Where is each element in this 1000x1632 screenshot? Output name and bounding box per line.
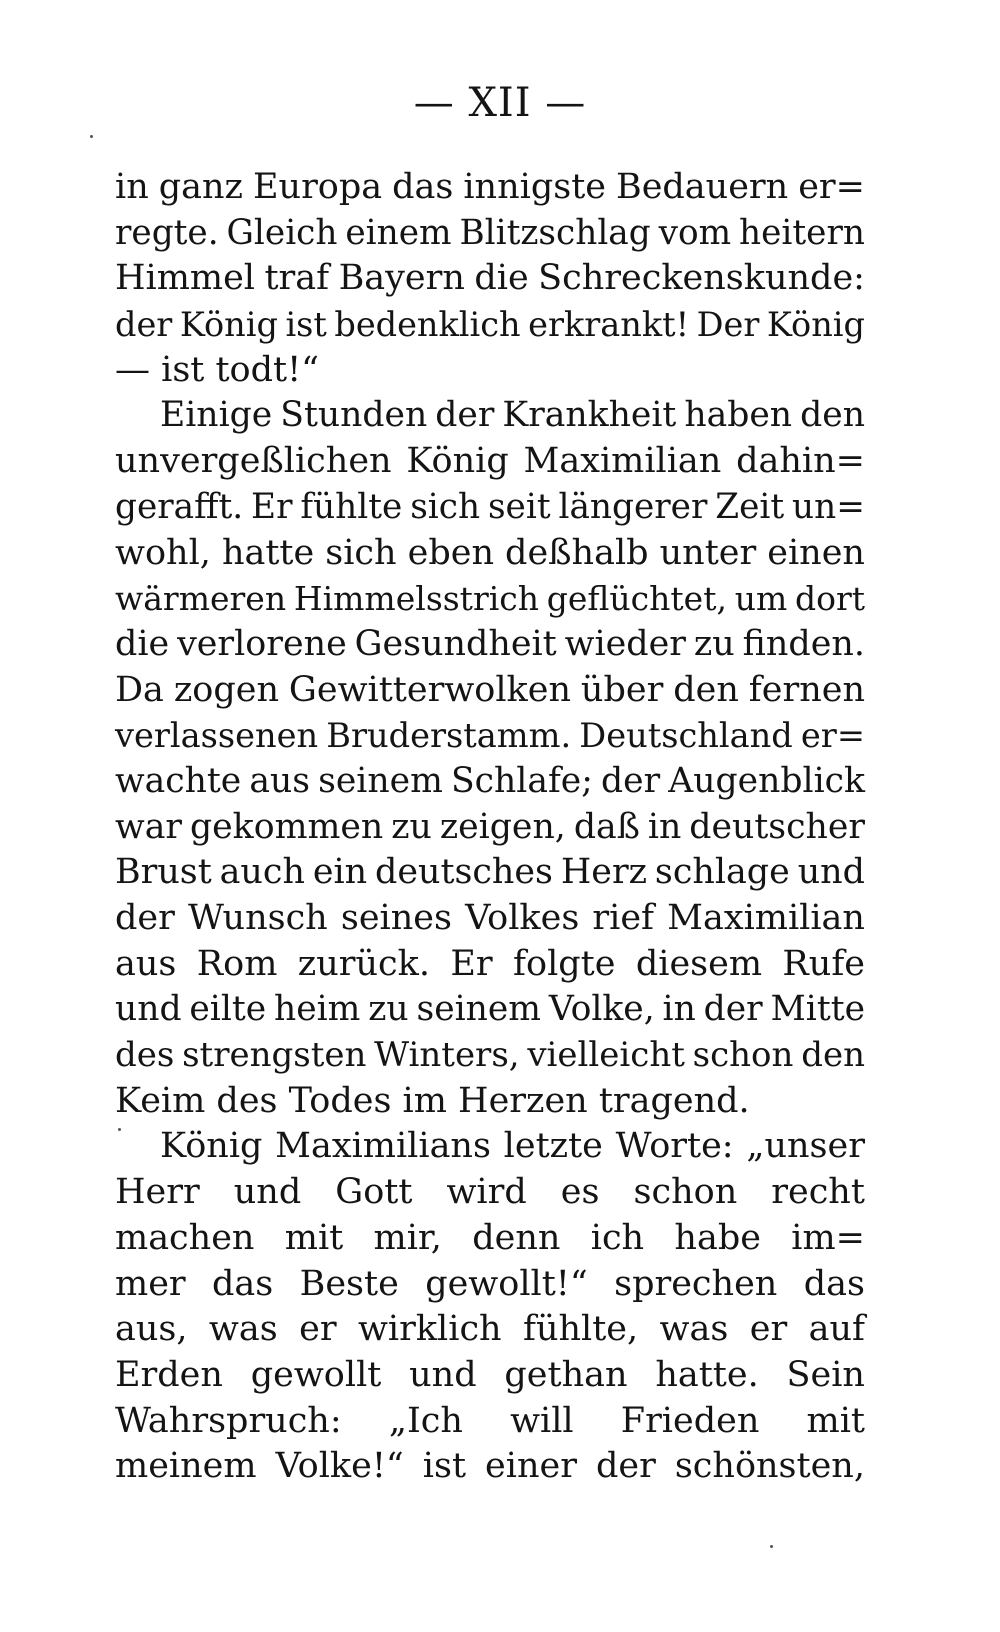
word: denn [472,1217,561,1258]
word: Himmel [115,258,255,299]
word: haben [684,395,793,436]
word: Brust [115,852,212,893]
word: recht [771,1172,865,1213]
word: schönsten, [674,1446,865,1487]
word: Gleich [226,212,338,253]
word: hatte. [655,1354,759,1395]
word: Schreckenskunde: [538,258,865,299]
word: König [179,305,278,345]
word: Herr [115,1172,200,1213]
text-line [115,850,865,896]
word: auch [219,852,305,893]
word: der [115,898,175,938]
word: unter [659,532,757,573]
word: König [160,1126,263,1167]
word: was [659,1309,729,1350]
word: sich [325,532,397,573]
word: aus [115,943,177,984]
word: einem [345,212,452,253]
word: deutsches [375,852,553,893]
word: die [474,258,529,299]
word: zu [693,623,735,664]
word: sprechen [614,1263,778,1304]
word: König [766,305,865,345]
word: er= [800,716,865,756]
word: wohl, [115,532,211,573]
word: Beste [299,1263,399,1304]
word: wachte [115,760,242,801]
word: er= [798,167,865,207]
word: Himmelsstrich [293,579,540,619]
word: letzte [503,1126,603,1167]
word: fühlte, [523,1309,639,1350]
text-line-content: — ist todt!“ [115,349,320,390]
text-line [115,805,865,851]
word: gewollt [250,1354,382,1395]
word: Volke!“ [275,1446,404,1487]
word: Deutschland [579,716,793,756]
word: den [801,1035,865,1076]
text-line [115,1124,865,1170]
word: erkrankt! [528,305,690,345]
word: geflüchtet, [546,579,727,619]
text-line [115,211,865,257]
word: Europa [252,167,383,207]
word: über [580,669,664,710]
word: Bayern [338,258,465,299]
word: dort [794,579,865,619]
word: das [392,167,454,207]
word: Stunden [280,395,428,436]
word: den [673,669,739,710]
word: dahin= [736,441,865,482]
text-line [115,896,865,942]
word: längerer [558,486,708,527]
word: daß [573,806,640,847]
word: einen [767,532,865,573]
word: gerafft. [115,486,244,527]
word: König [406,441,509,482]
word: wärmeren [115,579,287,619]
word: bedenklich [334,305,521,345]
word: machen [115,1217,255,1258]
word: will [510,1400,574,1441]
word: innigste [463,167,606,207]
word: um [734,579,788,619]
word: unvergeßlichen [115,441,392,482]
word: Blitzschlag [459,212,651,253]
word: schon [633,1172,738,1213]
text-line [115,1444,865,1490]
word: gethan [504,1354,628,1395]
word: habe [674,1217,761,1258]
text-line [115,987,865,1033]
text-line [115,576,865,622]
word: und [233,1172,302,1213]
word: „unser [746,1126,865,1167]
word: seines [340,898,452,938]
word: ist [422,1446,467,1487]
word: gewollt!“ [425,1263,588,1304]
word: einer [485,1446,577,1487]
word: ein [312,852,368,893]
word: Bedauern [615,167,789,207]
word: wirklich [357,1309,502,1350]
word: Er [450,943,493,984]
word: der [703,989,763,1030]
word: vom [658,212,732,253]
word: wieder [564,623,686,664]
word: Da [115,669,164,710]
text-line [115,165,865,211]
word: fernen [748,669,865,710]
word: das [803,1263,865,1304]
word: und [797,852,865,893]
word: Rom [196,943,278,984]
text-line [115,1399,865,1445]
word: Volke, [548,989,655,1030]
word: seinem [318,760,443,801]
word: mir, [373,1217,442,1258]
word: heim [274,989,361,1030]
word: das [212,1263,274,1304]
text-line [115,393,865,439]
word: die [115,623,170,664]
word: Krankheit [502,395,677,436]
word: aus [249,760,310,801]
word: Schlafe; [450,760,593,801]
word: mit [806,1400,865,1441]
word: finden. [742,623,865,664]
word: im= [791,1217,865,1258]
word: der [595,1446,656,1487]
word: mit [284,1217,344,1258]
word: zurück. [297,943,430,984]
word: ich [590,1217,645,1258]
word: strengsten [182,1035,367,1076]
word: es [560,1172,600,1213]
word: zeigen, [439,806,566,847]
text-line [115,622,865,668]
word: seit [487,486,551,527]
text-line [115,942,865,988]
paper-speck [118,1128,121,1131]
word: Winters, [374,1035,520,1076]
text-line [115,759,865,805]
word: und [409,1354,477,1395]
word: Maximilians [275,1126,491,1167]
word: eilte [189,989,267,1030]
word: gekommen [189,806,384,847]
word: in [115,167,149,207]
word: und [115,989,182,1030]
word: er [299,1309,337,1350]
paper-speck [90,135,93,138]
word: aus, [115,1309,188,1350]
word: Gesundheit [354,623,557,664]
word: Volkes [465,898,580,938]
word: des [115,1035,175,1076]
text-line [115,531,865,577]
word: fühlte [300,486,403,527]
text-line [115,668,865,714]
word: war [115,806,182,847]
word: mer [115,1263,186,1304]
word: er [749,1309,788,1350]
word: diesem [635,943,763,984]
word: schlage [654,852,790,893]
word: auf [808,1309,865,1350]
word: Er [251,486,293,527]
word: seinem [416,989,541,1030]
word: Rufe [782,943,865,984]
word: ist [285,305,327,345]
text-line [115,1033,865,1079]
word: Herz [560,852,648,893]
word: den [800,395,865,436]
word: ganz [158,167,243,207]
text-line [115,1307,865,1353]
word: zogen [173,669,280,710]
word: Maximilian [667,898,865,938]
text-line [115,485,865,531]
word: vielleicht [527,1035,685,1076]
text-line [115,1170,865,1216]
word: wird [446,1172,527,1213]
word: Gewitterwolken [288,669,572,710]
word: folgte [513,943,616,984]
word: zu [391,806,432,847]
word: Worte: [615,1126,734,1167]
word: verlassenen [115,716,319,756]
word: Bruderstamm. [326,716,572,756]
word: Wunsch [187,898,328,938]
word: deutscher [689,806,865,847]
paper-speck [770,1545,773,1548]
text-line [115,1079,865,1125]
word: Maximilian [523,441,722,482]
word: der [435,395,495,436]
page-number: — XII — [413,80,587,126]
word: Einige [160,395,273,436]
word: eben [407,532,494,573]
text-line [115,439,865,485]
word: Zeit [715,486,785,527]
word: Sein [786,1354,865,1395]
word: Wahrspruch: [115,1400,342,1441]
word: in [662,989,696,1030]
text-line [115,1216,865,1262]
word: regte. [115,212,219,253]
word: Erden [115,1354,223,1395]
word: „Ich [388,1400,463,1441]
word: deßhalb [505,532,649,573]
word: Der [696,305,760,345]
word: Mitte [770,989,865,1030]
word: Gott [335,1172,413,1213]
word: in [647,806,682,847]
text-line [115,256,865,302]
word: der [115,305,173,345]
text-line [115,302,865,348]
word: der [601,760,661,801]
word: rief [592,898,655,938]
text-line-content: Keim des Todes im Herzen tragend. [115,1080,750,1121]
word: Frieden [620,1400,760,1441]
word: heitern [739,212,865,253]
word: un= [792,486,865,527]
word: zu [368,989,409,1030]
word: meinem [115,1446,257,1487]
word: Augenblick [668,760,865,801]
word: schon [692,1035,794,1076]
text-line [115,713,865,759]
word: was [208,1309,278,1350]
word: verlorene [177,623,347,664]
text-line [115,348,865,394]
word: traf [264,258,330,299]
text-line [115,1353,865,1399]
text-line [115,1262,865,1308]
body-text [115,165,865,1490]
word: hatte [221,532,315,573]
word: sich [410,486,481,527]
